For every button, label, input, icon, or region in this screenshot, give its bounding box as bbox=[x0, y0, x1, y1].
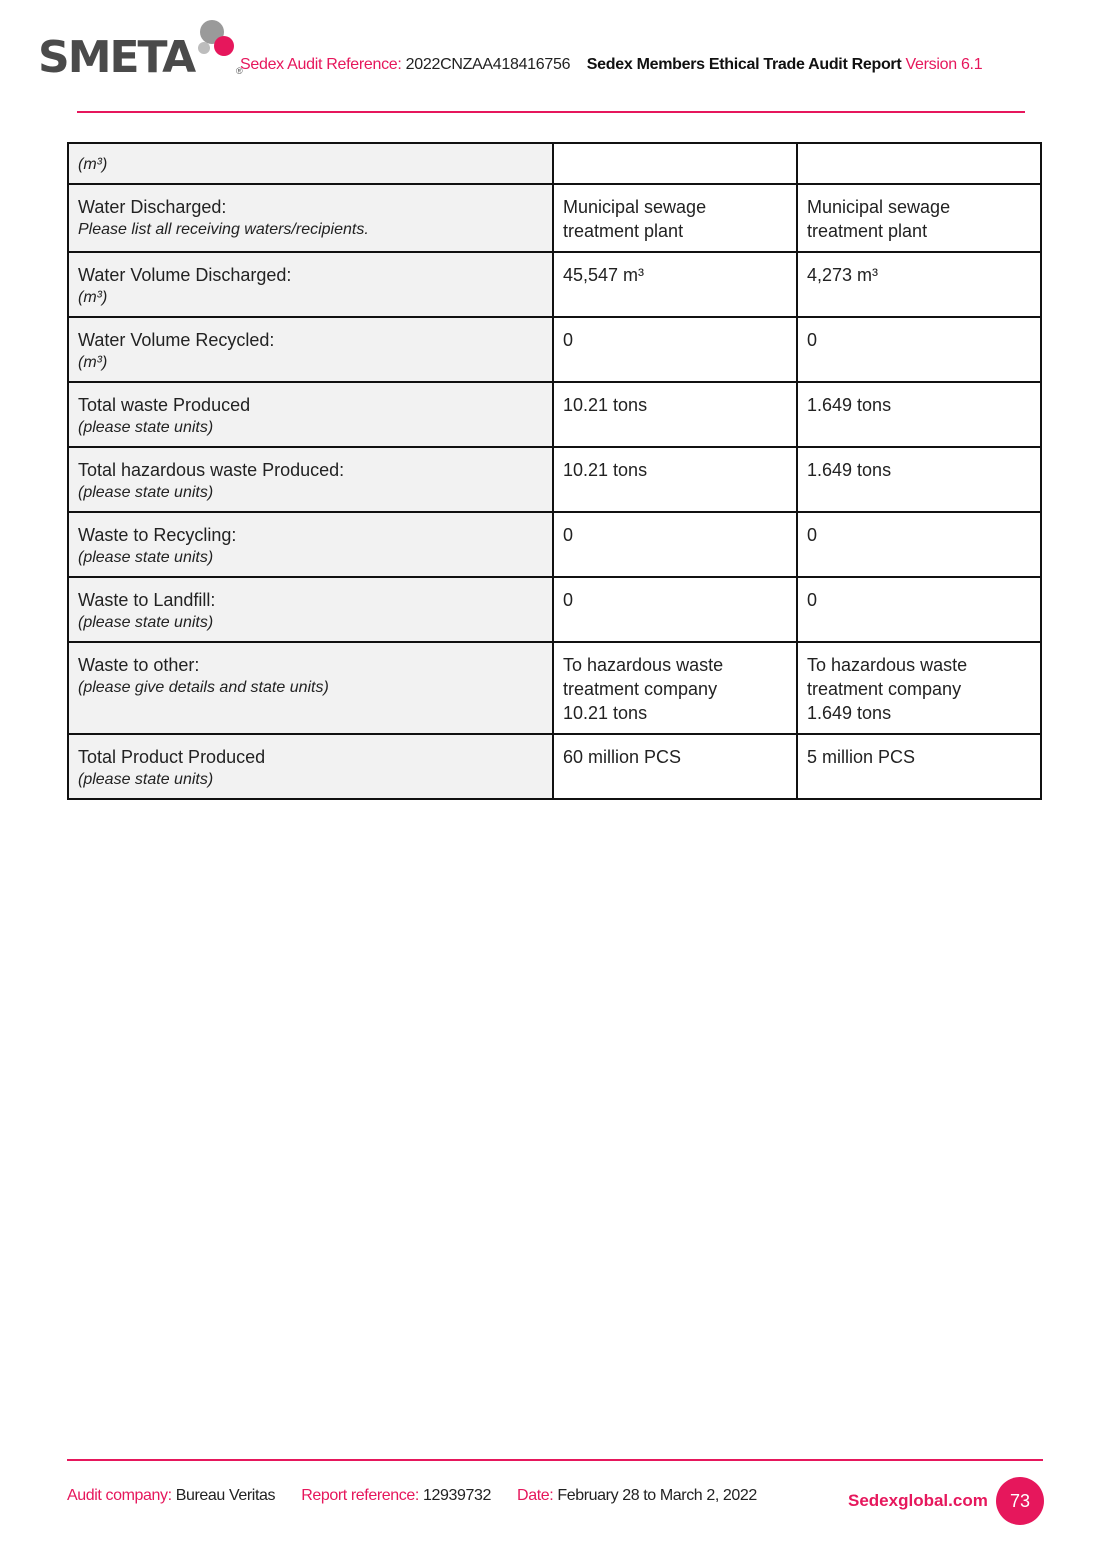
row-sublabel: (please state units) bbox=[78, 614, 214, 631]
row-label: Waste to other: bbox=[78, 655, 200, 675]
smeta-logo bbox=[38, 16, 243, 83]
table-row bbox=[68, 577, 1041, 642]
row-label: Total hazardous waste Produced: bbox=[78, 460, 345, 480]
row-label: Total Product Produced bbox=[78, 747, 266, 767]
value-cell bbox=[553, 642, 797, 734]
report-title: Sedex Members Ethical Trade Audit Report bbox=[586, 56, 902, 73]
row-sublabel: Please list all receiving waters/recipients. bbox=[78, 221, 369, 238]
footer-divider bbox=[67, 1459, 1043, 1461]
date-label: Date: bbox=[517, 1487, 554, 1504]
row-sublabel: (m³) bbox=[78, 156, 108, 173]
value-cell: 0 bbox=[553, 512, 797, 577]
value-cell: 5 million PCS bbox=[797, 734, 1041, 799]
logo-dot-icon bbox=[198, 42, 210, 54]
table-row bbox=[68, 382, 1041, 447]
row-label: Total waste Produced bbox=[78, 395, 251, 415]
table-row bbox=[68, 734, 1041, 799]
row-sublabel: (please state units) bbox=[78, 484, 214, 501]
footer bbox=[67, 1487, 757, 1505]
logo-text: SMETA bbox=[38, 32, 195, 83]
audit-company-label: Audit company: bbox=[67, 1487, 172, 1504]
audit-ref-label: Sedex Audit Reference: bbox=[240, 56, 402, 73]
value-cell: 0 bbox=[553, 577, 797, 642]
table-row bbox=[68, 252, 1041, 317]
value-cell: 0 bbox=[797, 512, 1041, 577]
row-sublabel: (please give details and state units) bbox=[78, 679, 329, 696]
row-sublabel: (m³) bbox=[78, 354, 108, 371]
row-label: Water Volume Discharged: bbox=[78, 265, 292, 285]
value-cell bbox=[553, 143, 797, 184]
row-label-cell bbox=[68, 577, 553, 642]
value-cell: 0 bbox=[797, 577, 1041, 642]
environment-data-table bbox=[67, 142, 1042, 800]
value-cell: 0 bbox=[553, 317, 797, 382]
report-reference-value: 12939732 bbox=[422, 1487, 491, 1504]
table-row bbox=[68, 184, 1041, 252]
value-cell: 10.21 tons bbox=[553, 382, 797, 447]
value-cell: 1.649 tons bbox=[797, 382, 1041, 447]
value-line: To hazardous waste bbox=[807, 655, 968, 675]
row-sublabel: (please state units) bbox=[78, 549, 214, 566]
registered-mark: ® bbox=[236, 66, 243, 76]
value-cell: 60 million PCS bbox=[553, 734, 797, 799]
value-line: 1.649 tons bbox=[807, 703, 892, 723]
table-row bbox=[68, 642, 1041, 734]
value-cell bbox=[797, 642, 1041, 734]
value-cell: Municipal sewage treatment plant bbox=[797, 184, 1041, 252]
audit-company-value: Bureau Veritas bbox=[175, 1487, 276, 1504]
value-cell: 1.649 tons bbox=[797, 447, 1041, 512]
table-row bbox=[68, 317, 1041, 382]
value-cell bbox=[797, 143, 1041, 184]
row-label: Water Volume Recycled: bbox=[78, 330, 275, 350]
value-cell: 45,547 m³ bbox=[553, 252, 797, 317]
row-label-cell bbox=[68, 252, 553, 317]
row-label-cell bbox=[68, 184, 553, 252]
row-label-cell bbox=[68, 447, 553, 512]
value-cell: 4,273 m³ bbox=[797, 252, 1041, 317]
row-label-cell bbox=[68, 317, 553, 382]
table-row bbox=[68, 143, 1041, 184]
row-label-cell bbox=[68, 642, 553, 734]
logo-dot-icon bbox=[214, 36, 234, 56]
header-line bbox=[240, 56, 982, 74]
row-label-cell bbox=[68, 512, 553, 577]
table-row bbox=[68, 512, 1041, 577]
table-row bbox=[68, 447, 1041, 512]
row-label-cell bbox=[68, 734, 553, 799]
sedex-website-link[interactable]: Sedexglobal.com bbox=[848, 1491, 988, 1510]
row-sublabel: (please state units) bbox=[78, 771, 214, 788]
date-value: February 28 to March 2, 2022 bbox=[557, 1487, 757, 1504]
audit-ref-value: 2022CNZAA418416756 bbox=[405, 56, 571, 73]
row-label: Waste to Landfill: bbox=[78, 590, 216, 610]
row-label: Water Discharged: bbox=[78, 197, 227, 217]
value-cell: 0 bbox=[797, 317, 1041, 382]
value-line: treatment company bbox=[807, 679, 962, 699]
header-divider bbox=[77, 111, 1025, 113]
value-cell: Municipal sewage treatment plant bbox=[553, 184, 797, 252]
row-sublabel: (m³) bbox=[78, 289, 108, 306]
row-label-cell bbox=[68, 382, 553, 447]
row-label: Waste to Recycling: bbox=[78, 525, 237, 545]
report-reference-label: Report reference: bbox=[301, 1487, 419, 1504]
row-sublabel: (please state units) bbox=[78, 419, 214, 436]
value-line: To hazardous waste bbox=[563, 655, 724, 675]
value-line: treatment company bbox=[563, 679, 718, 699]
value-cell: 10.21 tons bbox=[553, 447, 797, 512]
page-number: 73 bbox=[996, 1477, 1044, 1525]
value-line: 10.21 tons bbox=[563, 703, 648, 723]
report-version: Version 6.1 bbox=[905, 56, 983, 73]
row-label-cell bbox=[68, 143, 553, 184]
